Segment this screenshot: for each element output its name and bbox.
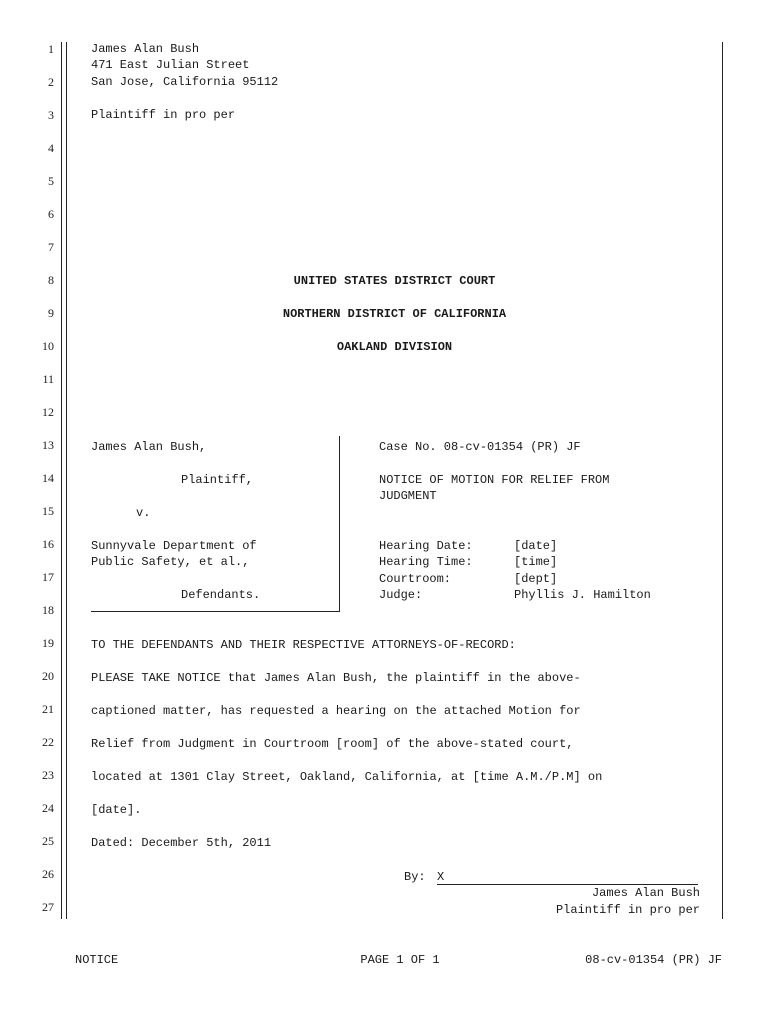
motion-title-line2: JUDGMENT: [379, 489, 437, 503]
line-number: 10: [42, 339, 54, 353]
signature-mark: X: [437, 870, 445, 884]
body-line: Relief from Judgment in Courtroom [room] of the above-stated court,: [91, 737, 574, 751]
footer-page-number: PAGE 1 OF 1: [360, 953, 440, 967]
signature-by-label: By:: [404, 870, 426, 884]
line-number: 27: [42, 900, 54, 914]
body-line: located at 1301 Clay Street, Oakland, California, at [time A.M./P.M] on: [91, 770, 603, 784]
line-number: 14: [42, 471, 54, 485]
judge-value: Phyllis J. Hamilton: [514, 588, 651, 602]
case-number: Case No. 08-cv-01354 (PR) JF: [379, 440, 581, 454]
left-margin-rule-outer: [61, 42, 62, 919]
signature-role: Plaintiff in pro per: [555, 903, 700, 917]
salutation: TO THE DEFENDANTS AND THEIR RESPECTIVE ATTORNEYS-OF-RECORD:: [91, 638, 516, 652]
hearing-date-label: Hearing Date:: [379, 539, 473, 553]
line-number: 8: [48, 273, 54, 287]
caption-defendant-line1: Sunnyvale Department of: [91, 539, 257, 553]
motion-title-line1: NOTICE OF MOTION FOR RELIEF FROM: [379, 473, 610, 487]
body-line: PLEASE TAKE NOTICE that James Alan Bush, the plaintiff in the above-: [91, 671, 581, 685]
line-number: 15: [42, 504, 54, 518]
header-address-line2: San Jose, California 95112: [91, 75, 279, 89]
line-number: 4: [48, 141, 54, 155]
hearing-date-value: [date]: [514, 539, 558, 553]
courtroom-value: [dept]: [514, 572, 558, 586]
line-number: 21: [42, 702, 54, 716]
line-number: 26: [42, 867, 54, 881]
line-number: 12: [42, 405, 54, 419]
dated-line: Dated: December 5th, 2011: [91, 836, 272, 850]
line-number: 19: [42, 636, 54, 650]
right-margin-rule: [722, 42, 723, 919]
left-margin-rule-inner: [66, 42, 67, 919]
judge-label: Judge:: [379, 588, 423, 602]
signature-name: James Alan Bush: [591, 886, 700, 900]
header-name: James Alan Bush: [91, 42, 200, 56]
line-number: 17: [42, 570, 54, 584]
body-line: [date].: [91, 803, 142, 817]
line-number: 7: [48, 240, 54, 254]
line-number: 18: [42, 603, 54, 617]
court-title-line2: NORTHERN DISTRICT OF CALIFORNIA: [282, 307, 507, 321]
header-role: Plaintiff in pro per: [91, 108, 236, 122]
line-number: 3: [48, 108, 54, 122]
line-number: 9: [48, 306, 54, 320]
line-number: 24: [42, 801, 54, 815]
line-number: 25: [42, 834, 54, 848]
caption-versus: v.: [136, 506, 151, 520]
line-number: 13: [42, 438, 54, 452]
hearing-time-value: [time]: [514, 555, 558, 569]
line-number: 11: [42, 372, 54, 386]
header-address-line1: 471 East Julian Street: [91, 58, 250, 72]
line-number: 22: [42, 735, 54, 749]
caption-plaintiff-name: James Alan Bush,: [91, 440, 207, 454]
line-number: 2: [48, 75, 54, 89]
line-number: 16: [42, 537, 54, 551]
hearing-time-label: Hearing Time:: [379, 555, 473, 569]
caption-defendant-label: Defendants.: [181, 588, 261, 602]
footer-left: NOTICE: [75, 953, 119, 967]
body-line: captioned matter, has requested a hearing on the attached Motion for: [91, 704, 581, 718]
caption-divider-vertical: [339, 436, 340, 612]
footer-case-number: 08-cv-01354 (PR) JF: [585, 953, 722, 967]
line-number: 1: [48, 42, 54, 56]
caption-defendant-line2: Public Safety, et al.,: [91, 555, 250, 569]
line-number: 20: [42, 669, 54, 683]
caption-divider-horizontal: [91, 611, 340, 612]
line-number: 23: [42, 768, 54, 782]
caption-plaintiff-label: Plaintiff,: [181, 473, 254, 487]
line-number: 6: [48, 207, 54, 221]
line-number: 5: [48, 174, 54, 188]
court-title-line1: UNITED STATES DISTRICT COURT: [293, 274, 496, 288]
courtroom-label: Courtroom:: [379, 572, 452, 586]
court-title-line3: OAKLAND DIVISION: [336, 340, 453, 354]
